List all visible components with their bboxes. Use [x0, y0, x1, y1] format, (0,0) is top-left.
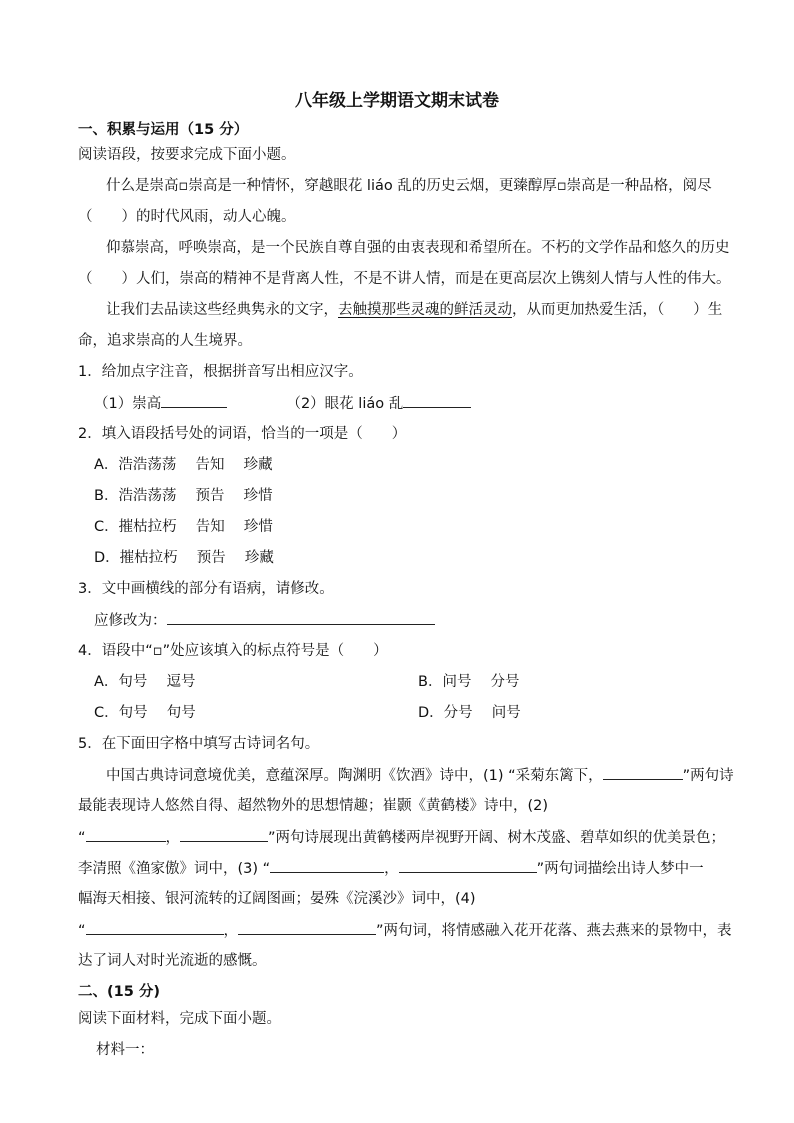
- q1-answer-blank-b[interactable]: [403, 393, 471, 408]
- passage-p3-pre: 让我们去品读这些经典隽永的文字，: [106, 302, 338, 318]
- q1-item-a: （1）崇高: [94, 396, 162, 412]
- q4-option-d[interactable]: D．分号 问号: [418, 705, 521, 721]
- q2-option-c[interactable]: C．摧枯拉朽 告知 珍惜: [94, 519, 273, 535]
- material-1-label: 材料一：: [96, 1042, 154, 1058]
- q5-quote-open: “: [78, 830, 86, 846]
- q5-line-4-text: 李清照《渔家傲》词中，(3) “: [78, 861, 271, 877]
- passage-p2-line1: 仰慕崇高，呼唤崇高，是一个民族自尊自强的由衷表现和希望所在。不朽的文学作品和悠久的历史: [106, 240, 730, 256]
- passage-p3-post: ，从而更加热爱生活，（ ）生: [512, 302, 723, 318]
- q2-option-d[interactable]: D．摧枯拉朽 预告 珍藏: [94, 550, 274, 566]
- passage-p3-line1: [106, 300, 766, 320]
- passage-p1-line1: 什么是崇高▫崇高是一种情怀，穿越眼花 liáo 乱的历史云烟，更臻醇厚▫崇高是一种品格，阅尽: [106, 178, 712, 194]
- q5-comma: ，: [165, 830, 181, 846]
- q5-line-1-text: 中国古典诗词意境优美，意蕴深厚。陶渊明《饮酒》诗中，(1) “采菊东篱下，: [106, 768, 603, 784]
- q5-line-3-tail: ”两句诗展现出黄鹤楼两岸视野开阔、树木茂盛、碧草如织的优美景色；: [268, 830, 726, 846]
- q1-answer-blank-a[interactable]: [161, 393, 227, 408]
- q5-blank-4b[interactable]: [238, 920, 376, 935]
- q5-quote-open: “: [78, 923, 86, 939]
- underlined-phrase: 去触摸那些灵魂的鲜活灵动: [338, 302, 512, 318]
- question-3: 3．文中画横线的部分有语病，请修改。: [78, 581, 334, 597]
- q2-option-b[interactable]: B．浩浩荡荡 预告 珍惜: [94, 488, 273, 504]
- q5-line-6: [78, 920, 738, 941]
- q1-item-b: （2）眼花 liáo 乱: [286, 396, 404, 412]
- q5-blank-4a[interactable]: [86, 920, 224, 935]
- q5-line-3: [78, 827, 738, 848]
- section-1-heading: 一、积累与运用（15 分）: [78, 122, 249, 138]
- question-1-items: [94, 393, 754, 414]
- q5-comma: ，: [223, 923, 239, 939]
- q4-option-c[interactable]: C．句号 句号: [94, 705, 196, 721]
- question-1: 1．给加点字注音，根据拼音写出相应汉字。: [78, 364, 363, 380]
- q5-line-5: 幅海天相接、银河流转的辽阔图画；晏殊《浣溪沙》词中，(4): [78, 891, 476, 907]
- q2-option-a[interactable]: A．浩浩荡荡 告知 珍藏: [94, 457, 273, 473]
- passage-p1-line2: （ ）的时代风雨，动人心魄。: [78, 209, 296, 225]
- q4-option-b[interactable]: B．问号 分号: [418, 674, 520, 690]
- q3-answer-blank[interactable]: [167, 610, 435, 625]
- q5-blank-1[interactable]: [603, 765, 683, 780]
- q5-blank-2a[interactable]: [86, 827, 166, 842]
- page-title: 八年级上学期语文期末试卷: [295, 91, 499, 111]
- q5-line-7: 达了词人对时光流逝的感慨。: [78, 953, 267, 969]
- q3-answer-label: 应修改为：: [94, 613, 167, 629]
- question-5: 5．在下面田字格中填写古诗词名句。: [78, 736, 320, 752]
- section-2-heading: 二、(15 分): [78, 984, 160, 1000]
- q4-option-a[interactable]: A．句号 逗号: [94, 674, 196, 690]
- question-2: 2．填入语段括号处的词语，恰当的一项是（ ）: [78, 426, 407, 442]
- question-3-answer: [94, 610, 754, 631]
- q5-blank-3a[interactable]: [270, 858, 384, 873]
- q5-comma: ，: [384, 861, 399, 877]
- q5-line-1: [106, 765, 766, 786]
- q5-blank-2b[interactable]: [180, 827, 268, 842]
- q5-line-6-tail: ”两句词，将情感融入花开花落、燕去燕来的景物中，表: [376, 923, 732, 939]
- q5-line-4: [78, 858, 738, 879]
- section-2-intro: 阅读下面材料，完成下面小题。: [78, 1011, 281, 1027]
- q5-line-2: 最能表现诗人悠然自得、超然物外的思想情趣；崔颢《黄鹤楼》诗中，(2): [78, 798, 549, 814]
- question-4: 4．语段中“▫”处应该填入的标点符号是（ ）: [78, 643, 388, 659]
- q5-blank-3b[interactable]: [399, 858, 537, 873]
- passage-p2-line2: （ ）人们，崇高的精神不是背离人性，不是不讲人情，而是在更高层次上镌刻人情与人性的伟大。: [78, 271, 731, 287]
- q5-line-1-tail: ”两句诗: [682, 768, 734, 784]
- section-1-intro: 阅读语段，按要求完成下面小题。: [78, 147, 296, 163]
- passage-p3-line2: 命，追求崇高的人生境界。: [78, 333, 252, 349]
- q5-line-4-tail: ”两句词描绘出诗人梦中一: [536, 861, 704, 877]
